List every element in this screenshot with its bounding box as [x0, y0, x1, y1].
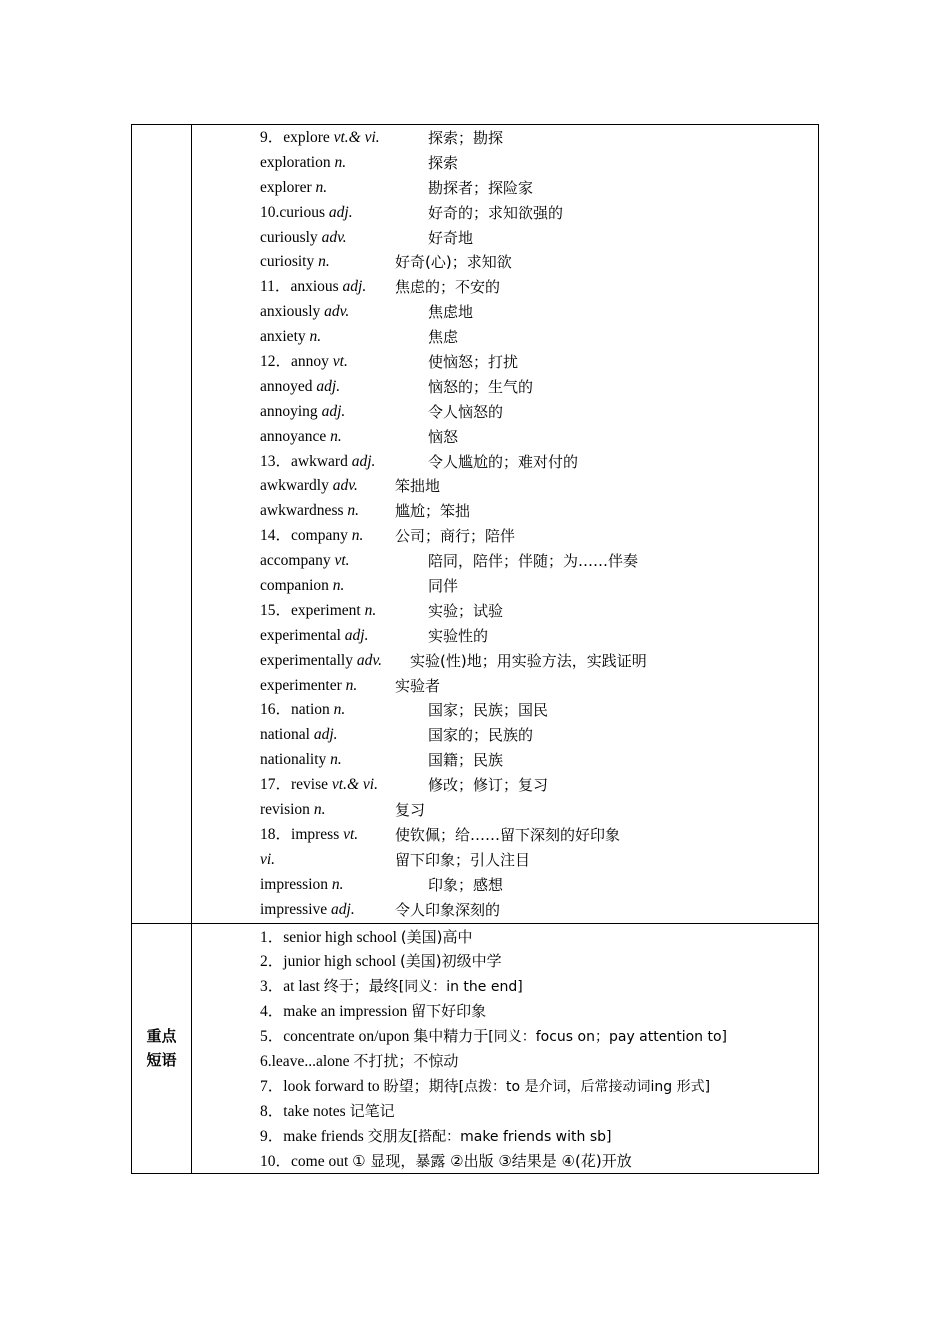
words-label-cell	[132, 125, 192, 924]
phrase-chinese: 记笔记	[349, 1101, 395, 1120]
vocab-entry	[260, 400, 818, 425]
entry-number: 13．	[260, 452, 292, 470]
chinese-meaning: 国家；民族；国民	[428, 701, 549, 720]
entry-number: 17．	[260, 776, 292, 794]
chinese-meaning: 公司；商行；陪伴	[395, 527, 516, 546]
headword: revision	[260, 801, 310, 819]
headword: revise	[291, 776, 329, 794]
phrase-entry	[260, 1099, 818, 1124]
chinese-meaning: 恼怒	[428, 427, 459, 446]
chinese-meaning: 尴尬；笨拙	[395, 502, 471, 521]
chinese-meaning: 焦虑地	[428, 303, 474, 322]
entry-number: 18．	[260, 825, 292, 843]
part-of-speech: n.	[331, 875, 344, 893]
chinese-meaning: 探索	[428, 153, 459, 172]
vocab-term	[260, 250, 330, 275]
part-of-speech: adj.	[321, 402, 346, 420]
vocab-term	[260, 474, 358, 499]
chinese-meaning: 实验；试验	[428, 601, 504, 620]
phrase-note: [搭配：make friends with sb]	[412, 1128, 612, 1145]
part-of-speech: n.	[333, 701, 346, 719]
headword: experiment	[291, 601, 361, 619]
vocab-term	[260, 524, 363, 549]
vocab-term	[260, 599, 376, 624]
phrase-entry	[260, 925, 818, 950]
vocabulary-table	[131, 124, 819, 1174]
phrase-entry	[260, 1124, 818, 1149]
vocab-term	[260, 350, 348, 375]
headword: nation	[291, 701, 330, 719]
phrase-chinese: 终于；最终	[323, 977, 399, 996]
vocab-term	[260, 176, 327, 201]
headword: impression	[260, 875, 329, 893]
part-of-speech: n.	[334, 153, 347, 171]
part-of-speech: adj.	[328, 203, 353, 221]
phrase-number: 10．	[260, 1152, 292, 1170]
phrases-label-line-2: 短语	[146, 1051, 177, 1070]
phrase-chinese: 留下好印象	[411, 1002, 487, 1021]
headword: companion	[260, 577, 329, 595]
vocab-entry	[260, 151, 818, 176]
vocab-entry	[260, 350, 818, 375]
chinese-meaning: 陪同，陪伴；伴随；为……伴奏	[428, 552, 639, 571]
phrases-label-cell	[132, 923, 192, 1174]
part-of-speech: adj.	[342, 278, 367, 296]
headword: annoying	[260, 402, 318, 420]
vocab-term	[260, 450, 375, 475]
phrase-number: 1．	[260, 928, 284, 946]
part-of-speech: adv.	[321, 228, 347, 246]
part-of-speech: vt.	[343, 825, 359, 843]
vocab-entry	[260, 624, 818, 649]
vocab-term	[260, 201, 353, 226]
phrase-english: make friends	[283, 1127, 368, 1145]
vocab-term	[260, 748, 342, 773]
chinese-meaning: 印象；感想	[428, 875, 504, 894]
vocab-entry	[260, 873, 818, 898]
part-of-speech: adv.	[356, 651, 382, 669]
headword: experimental	[260, 626, 341, 644]
vocab-entry	[260, 226, 818, 251]
word-list-cell	[192, 125, 819, 924]
part-of-speech: adv.	[332, 477, 358, 495]
vocab-term	[260, 375, 340, 400]
part-of-speech: n.	[330, 751, 342, 769]
part-of-speech: adj.	[316, 377, 341, 395]
part-of-speech: adv.	[324, 303, 350, 321]
phrase-entry	[260, 1024, 818, 1049]
phrase-entry	[260, 1149, 818, 1174]
phrase-english: look forward to	[283, 1077, 384, 1095]
vocab-term	[260, 674, 357, 699]
vocab-entry	[260, 649, 818, 674]
part-of-speech: n.	[315, 178, 328, 196]
vocab-term	[260, 300, 349, 325]
vocab-term	[260, 723, 338, 748]
vocab-entry	[260, 450, 818, 475]
part-of-speech: adj.	[344, 626, 369, 644]
vocab-entry	[260, 425, 818, 450]
chinese-meaning: 焦虑	[428, 328, 459, 347]
phrases-row	[132, 923, 819, 1174]
phrase-list-cell	[192, 923, 819, 1174]
phrase-english: come out	[291, 1152, 353, 1170]
entry-number: 15．	[260, 601, 292, 619]
headword: impressive	[260, 900, 328, 918]
chinese-meaning: 修改；修订；复习	[428, 776, 549, 795]
vocab-entry	[260, 823, 818, 848]
entry-number: 11．	[260, 278, 291, 296]
phrase-chinese: ① 显现，暴露 ②出版 ③结果是 ④(花)开放	[352, 1151, 632, 1170]
phrase-english: concentrate on/upon	[283, 1028, 414, 1046]
part-of-speech: n.	[347, 502, 360, 520]
entry-number: 9．	[260, 129, 284, 146]
vocab-term	[260, 325, 321, 350]
headword: company	[291, 527, 348, 545]
phrase-chinese: (美国)初级中学	[399, 952, 502, 971]
words-row	[132, 125, 819, 924]
phrase-chinese: (美国)高中	[400, 927, 473, 946]
part-of-speech: n.	[345, 676, 358, 694]
vocab-entry	[260, 698, 818, 723]
entry-number: 10.	[260, 203, 280, 221]
part-of-speech: n.	[313, 801, 326, 819]
vocab-entry	[260, 898, 818, 923]
phrase-number: 4．	[260, 1003, 284, 1021]
phrase-english: junior high school	[283, 953, 400, 971]
phrase-entry	[260, 949, 818, 974]
phrases-label-line-1: 重点	[146, 1027, 177, 1046]
vocab-entry	[260, 474, 818, 499]
part-of-speech: vt.	[334, 552, 350, 570]
headword: curiously	[260, 228, 318, 246]
chinese-meaning: 焦虑的；不安的	[395, 278, 501, 297]
phrase-english: make an impression	[283, 1003, 412, 1021]
phrase-number: 2．	[260, 953, 284, 971]
vocab-term	[260, 873, 344, 898]
headword: national	[260, 726, 310, 744]
part-of-speech: n.	[309, 328, 322, 346]
phrase-entry	[260, 999, 818, 1024]
chinese-meaning: 使恼怒；打扰	[428, 353, 519, 372]
chinese-meaning: 好奇地	[428, 228, 474, 247]
phrase-number: 5．	[260, 1028, 284, 1046]
vocab-entry	[260, 325, 818, 350]
headword: explore	[283, 129, 330, 146]
vocab-entry	[260, 375, 818, 400]
phrase-number: 7．	[260, 1077, 284, 1095]
phrase-note: [同义：focus on；pay attention to]	[488, 1029, 728, 1046]
entry-number: 16．	[260, 701, 292, 719]
vocab-term	[260, 425, 342, 450]
part-of-speech: n.	[332, 577, 345, 595]
phrase-number: 3．	[260, 978, 284, 996]
chinese-meaning: 国家的；民族的	[428, 726, 534, 745]
headword: experimenter	[260, 676, 342, 694]
vocab-term	[260, 823, 358, 848]
phrase-entry	[260, 974, 818, 999]
entry-number: 12．	[260, 353, 292, 371]
headword: anxiously	[260, 303, 321, 321]
vocab-entry	[260, 499, 818, 524]
vocab-entry	[260, 176, 818, 201]
phrase-chinese: 交朋友	[367, 1126, 413, 1145]
vocab-term	[260, 773, 378, 798]
phrase-english: at last	[283, 978, 324, 996]
part-of-speech: vt.& vi.	[331, 776, 378, 794]
vocab-term	[260, 226, 347, 251]
headword: annoyed	[260, 377, 313, 395]
vocab-entry	[260, 773, 818, 798]
headword: nationality	[260, 751, 327, 769]
vocab-entry	[260, 748, 818, 773]
phrase-english: take notes	[283, 1102, 350, 1120]
vocab-term	[260, 549, 350, 574]
vocab-entry	[260, 848, 818, 873]
headword: curiosity	[260, 253, 315, 271]
phrase-chinese: 集中精力于	[413, 1027, 489, 1046]
vocab-entry	[260, 599, 818, 624]
chinese-meaning: 好奇的；求知欲强的	[428, 203, 564, 222]
headword: curious	[279, 203, 326, 221]
chinese-meaning: 令人尴尬的；难对付的	[428, 452, 579, 471]
vocab-term	[260, 126, 380, 151]
phrase-note: [同义：in the end]	[398, 979, 523, 996]
phrase-entry	[260, 1049, 818, 1074]
vocab-entry	[260, 300, 818, 325]
vocab-entry	[260, 674, 818, 699]
part-of-speech: vt.& vi.	[333, 129, 380, 146]
vocab-entry	[260, 126, 818, 151]
chinese-meaning: 笨拙地	[395, 477, 441, 496]
vocab-term	[260, 698, 345, 723]
vocab-entry	[260, 201, 818, 226]
part-of-speech: adj.	[331, 900, 355, 918]
entry-number: 14．	[260, 527, 292, 545]
headword: annoyance	[260, 427, 327, 445]
part-of-speech: vi.	[260, 850, 276, 868]
chinese-meaning: 恼怒的；生气的	[428, 377, 534, 396]
phrase-note: [点拨：to 是介词，后常接动词ing 形式]	[458, 1078, 711, 1095]
chinese-meaning: 同伴	[428, 577, 459, 596]
phrase-number: 6.	[260, 1052, 272, 1070]
part-of-speech: adj.	[351, 452, 376, 470]
vocab-entry	[260, 250, 818, 275]
vocab-term	[260, 574, 344, 599]
part-of-speech: n.	[351, 527, 364, 545]
chinese-meaning: 实验性的	[428, 626, 489, 645]
part-of-speech: n.	[330, 427, 342, 445]
chinese-meaning: 实验(性)地；用实验方法，实践证明	[410, 651, 647, 670]
chinese-meaning: 令人印象深刻的	[395, 900, 501, 919]
vocab-term	[260, 400, 345, 425]
vocab-term	[260, 898, 355, 923]
phrase-number: 9．	[260, 1127, 284, 1145]
phrase-chinese: 盼望；期待	[383, 1076, 459, 1095]
headword: anxious	[290, 278, 339, 296]
headword: experimentally	[260, 651, 353, 669]
vocab-term	[260, 499, 359, 524]
vocab-entry	[260, 524, 818, 549]
headword: explorer	[260, 178, 312, 196]
vocab-entry	[260, 549, 818, 574]
chinese-meaning: 探索；勘探	[428, 129, 504, 147]
phrase-chinese: 不打扰；不惊动	[353, 1051, 459, 1070]
chinese-meaning: 实验者	[395, 676, 441, 695]
part-of-speech: n.	[364, 601, 377, 619]
chinese-meaning: 好奇(心)；求知欲	[395, 253, 512, 272]
headword: awkward	[291, 452, 348, 470]
chinese-meaning: 使钦佩；给……留下深刻的好印象	[395, 825, 621, 844]
phrase-number: 8．	[260, 1102, 284, 1120]
vocab-entry	[260, 723, 818, 748]
phrase-entry	[260, 1074, 818, 1099]
vocab-term	[260, 275, 366, 300]
vocab-entry	[260, 275, 818, 300]
vocab-term	[260, 848, 275, 873]
vocab-term	[260, 151, 346, 176]
vocab-entry	[260, 574, 818, 599]
vocab-term	[260, 624, 368, 649]
headword: accompany	[260, 552, 331, 570]
headword: anxiety	[260, 328, 306, 346]
part-of-speech: vt.	[332, 353, 348, 371]
chinese-meaning: 留下印象；引人注目	[395, 850, 531, 869]
phrase-english: senior high school	[283, 928, 401, 946]
part-of-speech: n.	[318, 253, 330, 271]
chinese-meaning: 复习	[395, 801, 426, 820]
chinese-meaning: 令人恼怒的	[428, 402, 504, 421]
chinese-meaning: 勘探者；探险家	[428, 178, 534, 197]
vocab-term	[260, 798, 325, 823]
phrase-english: leave...alone	[271, 1052, 354, 1070]
part-of-speech: adj.	[313, 726, 338, 744]
headword: awkwardly	[260, 477, 329, 495]
vocab-term	[260, 649, 382, 674]
chinese-meaning: 国籍；民族	[428, 751, 504, 770]
headword: awkwardness	[260, 502, 344, 520]
headword: exploration	[260, 153, 331, 171]
headword: impress	[291, 825, 340, 843]
vocab-entry	[260, 798, 818, 823]
headword: annoy	[291, 353, 329, 371]
